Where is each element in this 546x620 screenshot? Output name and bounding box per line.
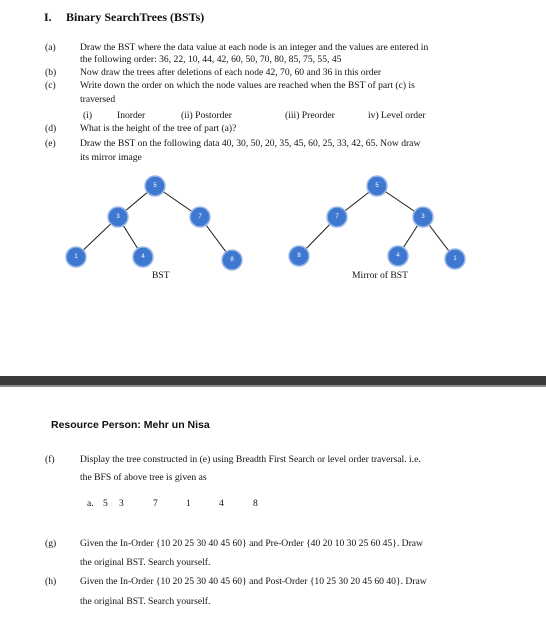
item-h-line-1: Given the In-Order {10 20 25 30 40 45 60} and Post-Order {10 25 30 20 45 60 40}. Draw — [80, 576, 427, 587]
traversal-levelorder: iv) Level order — [368, 110, 426, 121]
item-c-line-2: traversed — [80, 94, 116, 105]
item-a-line-2: the following order: 36, 22, 10, 44, 42, 60, 50, 70, 80, 85, 75, 55, 45 — [80, 54, 342, 65]
bst-caption: BST — [152, 270, 170, 281]
item-e-line-2: its mirror image — [80, 152, 142, 163]
resource-person: Resource Person: Mehr un Nisa — [51, 419, 210, 431]
bst-node-right — [190, 207, 210, 227]
svg-text:4: 4 — [396, 253, 400, 259]
svg-text:3: 3 — [421, 214, 425, 220]
mirror-node-right-left — [388, 246, 408, 266]
mirror-node-left — [327, 207, 347, 227]
bst-node-left-left — [66, 247, 86, 267]
svg-text:5: 5 — [153, 183, 157, 189]
bfs-value-2: 3 — [119, 498, 124, 509]
traversal-inorder: Inorder — [117, 110, 146, 121]
bst-node-right-right — [222, 250, 242, 270]
section-number: I. — [44, 10, 52, 24]
section-heading: Binary SearchTrees (BSTs) — [66, 10, 205, 24]
tree-figure — [0, 165, 546, 290]
svg-text:3: 3 — [116, 214, 120, 220]
item-label-a: (a) — [45, 42, 56, 53]
item-a-line-1: Draw the BST where the data value at each node is an integer and the values are entered in — [80, 42, 429, 53]
svg-text:5: 5 — [375, 183, 379, 189]
svg-text:7: 7 — [335, 214, 339, 220]
item-c-line-1: Write down the order on which the node values are reached when the BST of part (c) is — [80, 80, 415, 91]
mirror-node-root — [367, 176, 387, 196]
svg-text:4: 4 — [141, 254, 145, 260]
item-label-d: (d) — [45, 123, 57, 134]
traversal-postorder: (ii) Postorder — [181, 110, 232, 121]
bfs-value-5: 4 — [219, 498, 224, 509]
bfs-value-1: 5 — [103, 498, 108, 509]
item-h-line-2: the original BST. Search yourself. — [80, 596, 211, 607]
page-divider — [0, 376, 546, 385]
item-g-line-2: the original BST. Search yourself. — [80, 557, 211, 568]
svg-text:7: 7 — [198, 214, 202, 220]
item-label-h: (h) — [45, 576, 57, 587]
traversal-i: (i) — [83, 110, 93, 121]
svg-text:1: 1 — [453, 256, 457, 262]
item-b-line-1: Now draw the trees after deletions of each node 42, 70, 60 and 36 in this order — [80, 67, 382, 78]
item-g-line-1: Given the In-Order {10 20 25 30 40 45 60} and Pre-Order {40 20 10 30 25 60 45}. Draw — [80, 538, 423, 549]
item-label-g: (g) — [45, 538, 57, 549]
bst-node-root — [145, 176, 165, 196]
item-label-c: (c) — [45, 80, 56, 91]
mirror-node-right-right — [445, 249, 465, 269]
bfs-value-3: 7 — [153, 498, 158, 509]
mirror-node-right — [413, 207, 433, 227]
bfs-value-4: 1 — [186, 498, 191, 509]
svg-text:8: 8 — [297, 253, 301, 259]
item-e-line-1: Draw the BST on the following data 40, 30, 50, 20, 35, 45, 60, 25, 33, 42, 65. Now draw — [80, 138, 421, 149]
item-f-line-1: Display the tree constructed in (e) using Breadth First Search or level order traversal. i.e. — [80, 454, 421, 465]
page-divider-shadow — [0, 385, 546, 387]
bfs-label: a. — [87, 498, 94, 509]
bst-node-left-right — [133, 247, 153, 267]
item-d-line-1: What is the height of the tree of part (a)? — [80, 123, 237, 134]
mirror-caption: Mirror of BST — [352, 270, 408, 281]
svg-text:8: 8 — [230, 257, 234, 263]
item-f-line-2: the BFS of above tree is given as — [80, 472, 207, 483]
bst-node-left — [108, 207, 128, 227]
svg-text:1: 1 — [74, 254, 78, 260]
mirror-node-left-left — [289, 246, 309, 266]
item-label-f: (f) — [45, 454, 55, 465]
item-label-e: (e) — [45, 138, 56, 149]
item-label-b: (b) — [45, 67, 57, 78]
traversal-preorder: (iii) Preorder — [285, 110, 335, 121]
bfs-value-6: 8 — [253, 498, 258, 509]
